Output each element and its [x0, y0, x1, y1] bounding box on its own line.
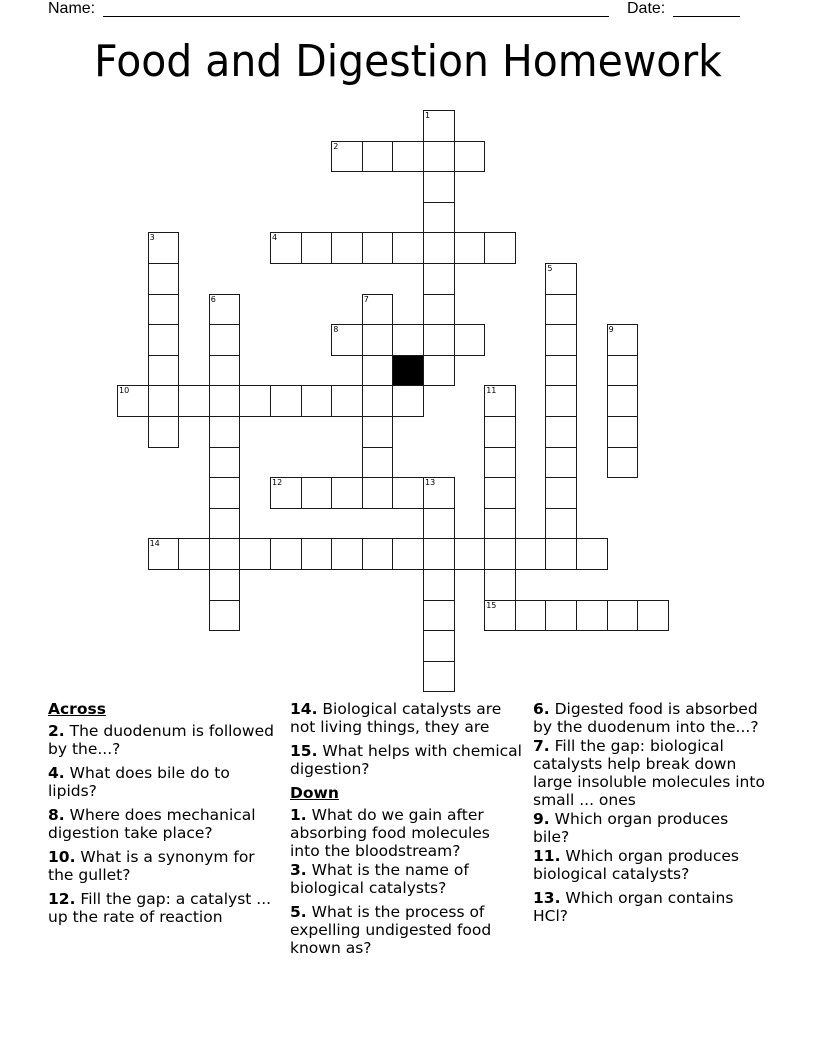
crossword-cell[interactable] — [148, 385, 180, 417]
name-field[interactable] — [103, 16, 609, 17]
crossword-cell[interactable] — [392, 324, 424, 356]
crossword-cell[interactable] — [545, 385, 577, 417]
clue-number: 9 — [608, 325, 614, 335]
crossword-cell[interactable] — [362, 141, 394, 173]
crossword-cell[interactable] — [148, 416, 180, 448]
crossword-cell[interactable] — [545, 600, 577, 632]
crossword-cell[interactable] — [270, 538, 302, 570]
clue-number: 6 — [210, 294, 216, 304]
down-heading: Down — [290, 784, 339, 802]
clue-number: 2 — [333, 141, 339, 151]
crossword-cell[interactable] — [392, 538, 424, 570]
crossword-cell[interactable] — [607, 416, 639, 448]
crossword-cell[interactable] — [362, 538, 394, 570]
crossword-cell[interactable] — [545, 263, 577, 295]
crossword-cell[interactable] — [423, 110, 455, 142]
crossword-cell[interactable] — [362, 294, 394, 326]
crossword-cell[interactable] — [331, 232, 363, 264]
crossword-cell[interactable] — [270, 477, 302, 509]
crossword-cell[interactable] — [148, 355, 180, 387]
crossword-cell[interactable] — [484, 600, 516, 632]
crossword-cell[interactable] — [484, 538, 516, 570]
crossword-cell[interactable] — [607, 385, 639, 417]
crossword-cell[interactable] — [270, 232, 302, 264]
crossword-cell[interactable] — [607, 355, 639, 387]
crossword-cell[interactable] — [148, 324, 180, 356]
crossword-cell[interactable] — [423, 141, 455, 173]
crossword-cell[interactable] — [423, 569, 455, 601]
crossword-cell[interactable] — [545, 477, 577, 509]
crossword-cell[interactable] — [362, 232, 394, 264]
clue-number: 14 — [149, 539, 160, 549]
clue-number: 13 — [425, 478, 436, 488]
clue-down-7: 7. Fill the gap: biological catalysts help break down large insoluble molecules into small ... ones — [533, 737, 765, 809]
clues-column-3 — [533, 700, 765, 931]
crossword-cell[interactable] — [423, 202, 455, 234]
crossword-cell[interactable] — [484, 447, 516, 479]
crossword-cell[interactable] — [117, 385, 149, 417]
crossword-cell[interactable] — [392, 385, 424, 417]
crossword-cell[interactable] — [545, 355, 577, 387]
crossword-cell[interactable] — [392, 141, 424, 173]
clue-number: 3 — [149, 233, 155, 243]
crossword-cell[interactable] — [423, 661, 455, 693]
clue-down-6: 6. Digested food is absorbed by the duodenum into the...? — [533, 700, 759, 736]
clue-down-5: 5. What is the process of expelling undigested food known as? — [290, 903, 492, 957]
clue-down-3: 3. What is the name of biological catalysts? — [290, 861, 469, 897]
crossword-cell[interactable] — [484, 385, 516, 417]
crossword-cell[interactable] — [148, 232, 180, 264]
crossword-cell[interactable] — [454, 538, 486, 570]
crossword-cell[interactable] — [148, 263, 180, 295]
crossword-cell[interactable] — [209, 447, 241, 479]
crossword-cell[interactable] — [423, 538, 455, 570]
crossword-cell[interactable] — [209, 600, 241, 632]
clue-down-13: 13. Which organ contains HCl? — [533, 889, 734, 925]
clue-down-9: 9. Which organ produces bile? — [533, 810, 729, 846]
clue-number: 11 — [486, 386, 497, 396]
crossword-cell[interactable] — [423, 355, 455, 387]
clue-number: 10 — [119, 386, 130, 396]
crossword-cell[interactable] — [331, 538, 363, 570]
crossword-cell[interactable] — [423, 630, 455, 662]
crossword-cell[interactable] — [209, 538, 241, 570]
clue-across-2: 2. The duodenum is followed by the...? — [48, 722, 274, 758]
date-field[interactable] — [673, 16, 740, 17]
date-label: Date: — [627, 0, 666, 17]
clue-across-15: 15. What helps with chemical digestion? — [290, 742, 522, 778]
crossword-cell[interactable] — [545, 447, 577, 479]
crossword-cell[interactable] — [239, 385, 271, 417]
crossword-cell[interactable] — [362, 324, 394, 356]
crossword-cell[interactable] — [607, 600, 639, 632]
crossword-cell[interactable] — [209, 385, 241, 417]
crossword-cell[interactable] — [423, 477, 455, 509]
crossword-cell[interactable] — [301, 232, 333, 264]
crossword-cell[interactable] — [148, 294, 180, 326]
crossword-cell[interactable] — [209, 508, 241, 540]
clue-down-11: 11. Which organ produces biological catalysts? — [533, 847, 739, 883]
crossword-cell[interactable] — [637, 600, 669, 632]
crossword-cell[interactable] — [301, 538, 333, 570]
crossword-cell[interactable] — [576, 538, 608, 570]
crossword-cell[interactable] — [484, 416, 516, 448]
header — [0, 0, 816, 22]
clue-down-1: 1. What do we gain after absorbing food molecules into the bloodstream? — [290, 806, 490, 860]
crossword-cell[interactable] — [454, 141, 486, 173]
page-title: Food and Digestion Homework — [94, 36, 722, 87]
crossword-cell[interactable] — [362, 416, 394, 448]
crossword-cell[interactable] — [423, 600, 455, 632]
clue-number: 4 — [272, 233, 278, 243]
crossword-cell[interactable] — [607, 447, 639, 479]
crossword-cell[interactable] — [423, 294, 455, 326]
crossword-cell[interactable] — [545, 538, 577, 570]
crossword-cell[interactable] — [515, 600, 547, 632]
crossword-cell[interactable] — [178, 385, 210, 417]
crossword-cell[interactable] — [362, 477, 394, 509]
crossword-cell[interactable] — [209, 324, 241, 356]
crossword-cell[interactable] — [423, 263, 455, 295]
crossword-cell[interactable] — [484, 477, 516, 509]
crossword-cell[interactable] — [576, 600, 608, 632]
clue-number: 15 — [486, 600, 497, 610]
crossword-cell[interactable] — [423, 171, 455, 203]
crossword-cell[interactable] — [301, 477, 333, 509]
crossword-cell[interactable] — [331, 477, 363, 509]
crossword-cell[interactable] — [607, 324, 639, 356]
clue-across-14: 14. Biological catalysts are not living things, they are — [290, 700, 502, 736]
crossword-cell[interactable] — [484, 508, 516, 540]
crossword-cell[interactable] — [301, 385, 333, 417]
crossword-cell[interactable] — [209, 355, 241, 387]
clue-across-10: 10. What is a synonym for the gullet? — [48, 848, 255, 884]
clue-number: 12 — [272, 478, 283, 488]
clues-column-2 — [290, 700, 522, 963]
crossword-cell[interactable] — [362, 447, 394, 479]
crossword-cell[interactable] — [423, 232, 455, 264]
crossword-cell[interactable] — [484, 232, 516, 264]
clue-across-8: 8. Where does mechanical digestion take place? — [48, 806, 256, 842]
crossword-cell[interactable] — [423, 324, 455, 356]
crossword-cell[interactable] — [392, 477, 424, 509]
crossword-cell[interactable] — [148, 538, 180, 570]
crossword-cell[interactable] — [239, 538, 271, 570]
crossword-cell[interactable] — [454, 324, 486, 356]
clue-across-12: 12. Fill the gap: a catalyst ... up the rate of reaction — [48, 890, 272, 926]
crossword-cell[interactable] — [545, 508, 577, 540]
crossword-cell[interactable] — [484, 569, 516, 601]
crossword-cell[interactable] — [362, 355, 394, 387]
crossword-cell[interactable] — [178, 538, 210, 570]
crossword-cell[interactable] — [270, 385, 302, 417]
clue-number: 1 — [425, 111, 431, 120]
clue-number: 7 — [363, 294, 369, 304]
crossword-cell[interactable] — [423, 508, 455, 540]
crossword-cell[interactable] — [331, 385, 363, 417]
crossword-cell[interactable] — [362, 385, 394, 417]
crossword-cell[interactable] — [209, 569, 241, 601]
crossword-cell[interactable] — [392, 232, 424, 264]
black-cell — [392, 355, 424, 387]
across-heading: Across — [48, 700, 106, 718]
crossword-cell[interactable] — [454, 232, 486, 264]
crossword-cell[interactable] — [209, 416, 241, 448]
crossword-cell[interactable] — [331, 324, 363, 356]
name-label: Name: — [48, 0, 96, 17]
clue-across-4: 4. What does bile do to lipids? — [48, 764, 230, 800]
crossword-cell[interactable] — [209, 477, 241, 509]
clue-number: 5 — [547, 264, 553, 273]
clue-number: 8 — [333, 325, 339, 335]
crossword-cell[interactable] — [545, 294, 577, 326]
crossword-cell[interactable] — [331, 141, 363, 173]
clues-column-1 — [48, 700, 278, 932]
crossword-cell[interactable] — [209, 294, 241, 326]
crossword-cell[interactable] — [545, 324, 577, 356]
crossword-cell[interactable] — [515, 538, 547, 570]
crossword-cell[interactable] — [545, 416, 577, 448]
